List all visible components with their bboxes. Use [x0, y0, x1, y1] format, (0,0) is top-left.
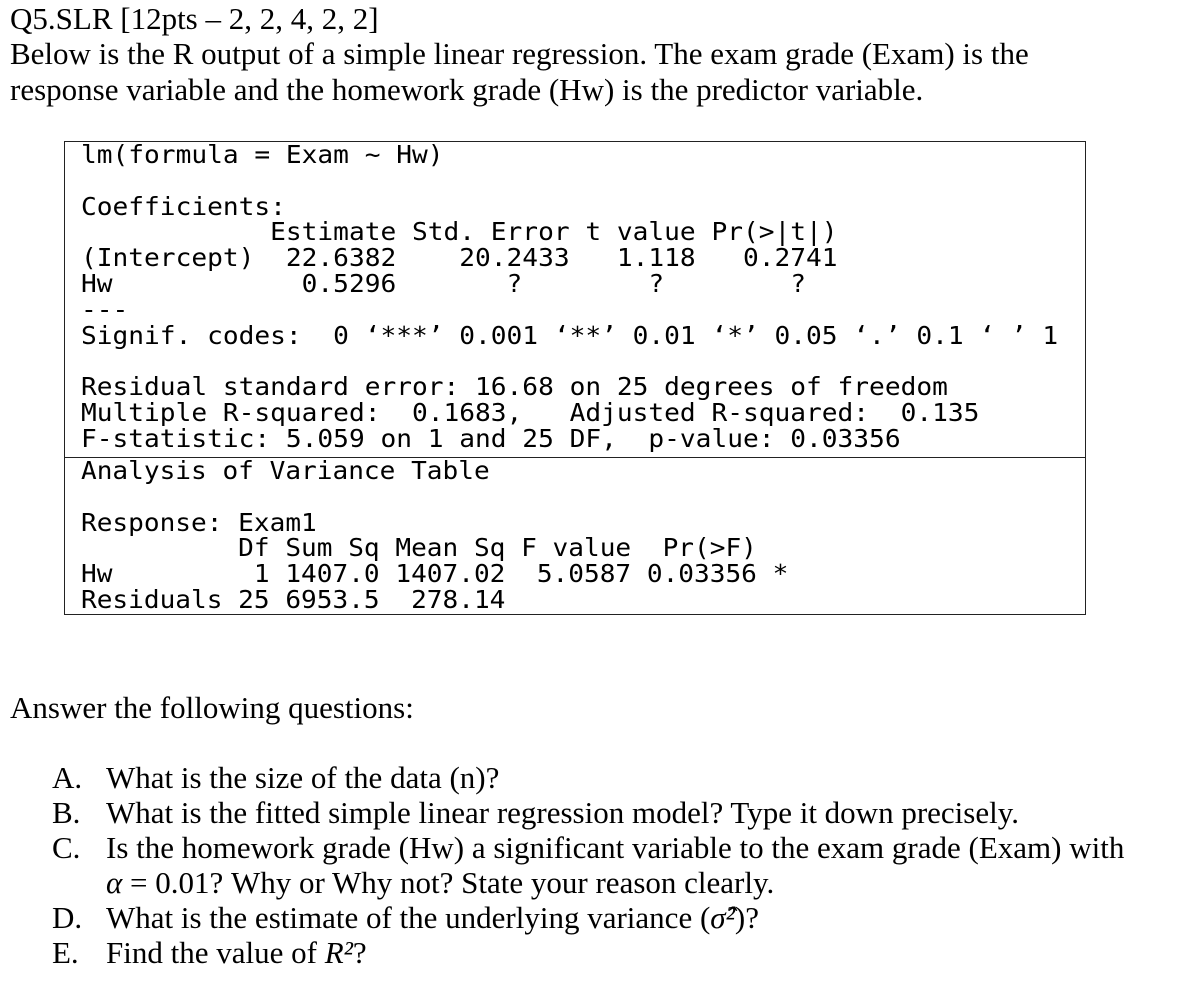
question-text: What is the fitted simple linear regression model? Type it down precisely. [106, 795, 1019, 830]
question-letter: A. [52, 760, 83, 795]
question-letter: D. [52, 900, 83, 935]
intro-line-1: Below is the R output of a simple linear regression. The exam grade (Exam) is the [10, 36, 1029, 71]
r-output-line: Df Sum Sq Mean Sq F value Pr(>F) [81, 533, 757, 563]
r-output-line: Analysis of Variance Table [81, 456, 490, 485]
r-output-line: lm(formula = Exam ~ Hw) [81, 140, 444, 169]
question-text-continued [52, 865, 1124, 900]
r-output-line: Coefficients: [81, 191, 286, 221]
question-text-before: Find the value of [106, 935, 325, 970]
r-output-line: Residual standard error: 16.68 on 25 degrees of freedom [81, 372, 948, 402]
alpha-symbol: α [106, 865, 123, 900]
r-output-line: Response: Exam1 [81, 507, 317, 537]
r-squared-symbol: R² [324, 935, 353, 970]
question-text-after: ? [352, 935, 367, 970]
question-letter: C. [52, 830, 81, 865]
question-text: What is the size of the data (n)? [106, 760, 500, 795]
question-c [52, 830, 1124, 900]
lm-output-box [64, 141, 1086, 459]
lm-output-text [81, 142, 1058, 452]
r-output-line: Residuals 25 6953.5 278.14 [81, 584, 506, 614]
question-list [52, 760, 1124, 970]
anova-output-box [64, 457, 1086, 615]
question-letter: B. [52, 795, 81, 830]
question-text-before: What is the estimate of the underlying variance ( [106, 900, 711, 935]
r-output-line [81, 484, 788, 510]
r-output-line: F-statistic: 5.059 on 1 and 25 DF, p-value: 0.03356 [81, 423, 901, 453]
question-a [52, 760, 1124, 795]
question-d [52, 900, 1124, 935]
r-output-line: Multiple R-squared: 0.1683, Adjusted R-squared: 0.135 [81, 397, 980, 427]
r-output-line: Hw 1 1407.0 1407.02 5.0587 0.03356 * [81, 559, 789, 589]
intro-line-2: response variable and the homework grade (Hw) is the predictor variable. [10, 72, 924, 107]
question-text: Is the homework grade (Hw) a significant variable to the exam grade (Exam) with [106, 830, 1125, 865]
r-output-line [81, 168, 1058, 194]
question-intro [10, 36, 1029, 108]
question-text-after: )? [734, 900, 759, 935]
answer-intro: Answer the following questions: [10, 690, 414, 725]
sigma-hat-squared-symbol: σ̂² [710, 900, 735, 935]
anova-output-text [81, 458, 788, 613]
question-heading: Q5.SLR [12pts – 2, 2, 4, 2, 2] [10, 1, 379, 36]
r-output-line: Estimate Std. Error t value Pr(>|t|) [81, 217, 838, 247]
r-output-line: Signif. codes: 0 ‘***’ 0.001 ‘**’ 0.01 ‘*’ 0.05 ‘.’ 0.1 ‘ ’ 1 [81, 320, 1059, 350]
r-output-line [81, 348, 1058, 374]
r-output-line: Hw 0.5296 ? ? ? [81, 268, 807, 298]
question-b [52, 795, 1124, 830]
r-output-line: --- [81, 294, 129, 324]
question-text-rest: = 0.01? Why or Why not? State your reason clearly. [122, 865, 775, 900]
question-letter: E. [52, 935, 79, 970]
question-e [52, 935, 1124, 970]
r-output-line: (Intercept) 22.6382 20.2433 1.118 0.2741 [81, 243, 838, 273]
